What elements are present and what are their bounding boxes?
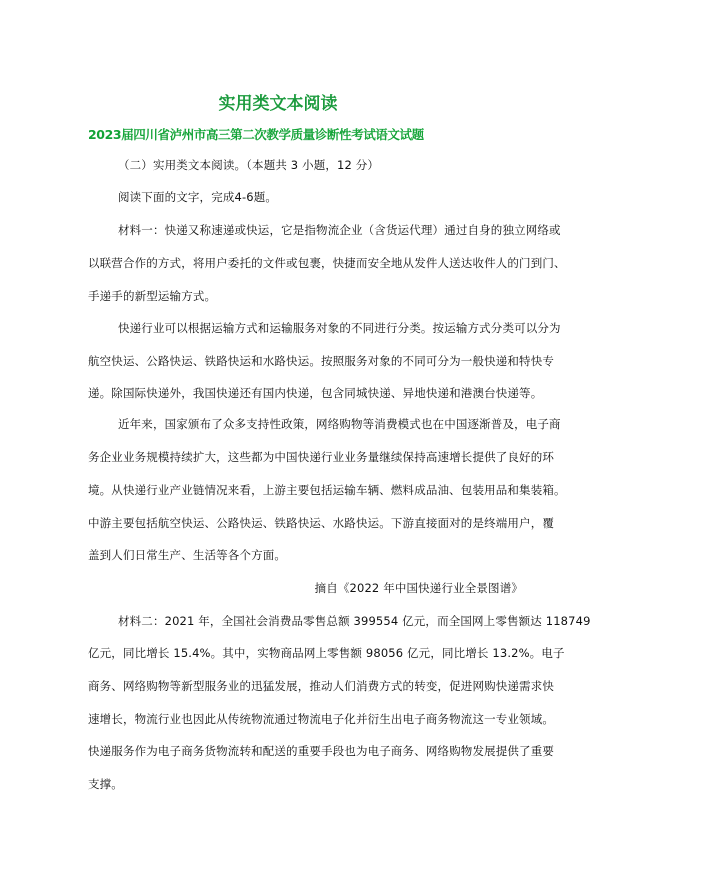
material1-paragraph3-line: 盖到人们日常生产、生活等各个方面。 xyxy=(88,548,287,562)
material1-paragraph3-line: 境。从快递行业产业链情况来看，上游主要包括运输车辆、燃料成品油、包装用品和集装箱。 xyxy=(88,483,566,497)
material1-paragraph2-line: 快递行业可以根据运输方式和运输服务对象的不同进行分类。按运输方式分类可以分为 xyxy=(118,321,561,335)
material2-paragraph-line: 商务、网络购物等新型服务业的迅猛发展，推动人们消费方式的转变，促进网购快递需求快 xyxy=(88,679,554,693)
material2-paragraph-line: 快递服务作为电子商务货物流转和配送的重要手段也为电子商务、网络购物发展提供了重要 xyxy=(88,744,554,758)
material1-paragraph2-line: 航空快运、公路快运、铁路快运和水路快运。按照服务对象的不同可分为一般快递和特快专 xyxy=(88,354,554,368)
material2-paragraph-line: 速增长，物流行业也因此从传统物流通过物流电子化并衍生出电子商务物流这一专业领域。 xyxy=(88,712,554,726)
material2-paragraph-line: 材料二：2021 年，全国社会消费品零售总额 399554 亿元，而全国网上零售额达 118749 xyxy=(118,614,591,628)
material2-paragraph-line: 支撑。 xyxy=(88,777,123,791)
material1-paragraph3-line: 务企业业务规模持续扩大，这些都为中国快递行业业务量继续保持高速增长提供了良好的环 xyxy=(88,450,554,464)
material1-paragraph1-line: 手递手的新型运输方式。 xyxy=(88,289,217,303)
section-heading: （二）实用类文本阅读。（本题共 3 小题，12 分） xyxy=(118,158,380,172)
material1-paragraph1-line: 材料一：快递又称速递或快运，它是指物流企业（含货运代理）通过自身的独立网络或 xyxy=(118,223,561,237)
material1-paragraph1-line: 以联营合作的方式，将用户委托的文件或包裹，快捷而安全地从发件人送达收件人的门到门、 xyxy=(88,256,566,270)
source-citation: 摘自《2022 年中国快递行业全景图谱》 xyxy=(314,581,523,595)
material1-paragraph3-line: 近年来，国家颁布了众多支持性政策，网络购物等消费模式也在中国逐渐普及，电子商 xyxy=(118,417,561,431)
instruction-text: 阅读下面的文字，完成4-6题。 xyxy=(118,190,278,204)
exam-subtitle: 2023届四川省泸州市高三第二次教学质量诊断性考试语文试题 xyxy=(88,127,424,142)
material1-paragraph2-line: 递。除国际快递外，我国快递还有国内快递，包含同城快递、异地快递和港澳台快递等。 xyxy=(88,386,543,400)
material2-paragraph-line: 亿元，同比增长 15.4%。其中，实物商品网上零售额 98056 亿元，同比增长 13.2%。电子 xyxy=(88,646,565,660)
material1-paragraph3-line: 中游主要包括航空快运、公路快运、铁路快运、水路快运。下游直接面对的是终端用户，覆 xyxy=(88,516,554,530)
page-title: 实用类文本阅读 xyxy=(218,94,338,114)
